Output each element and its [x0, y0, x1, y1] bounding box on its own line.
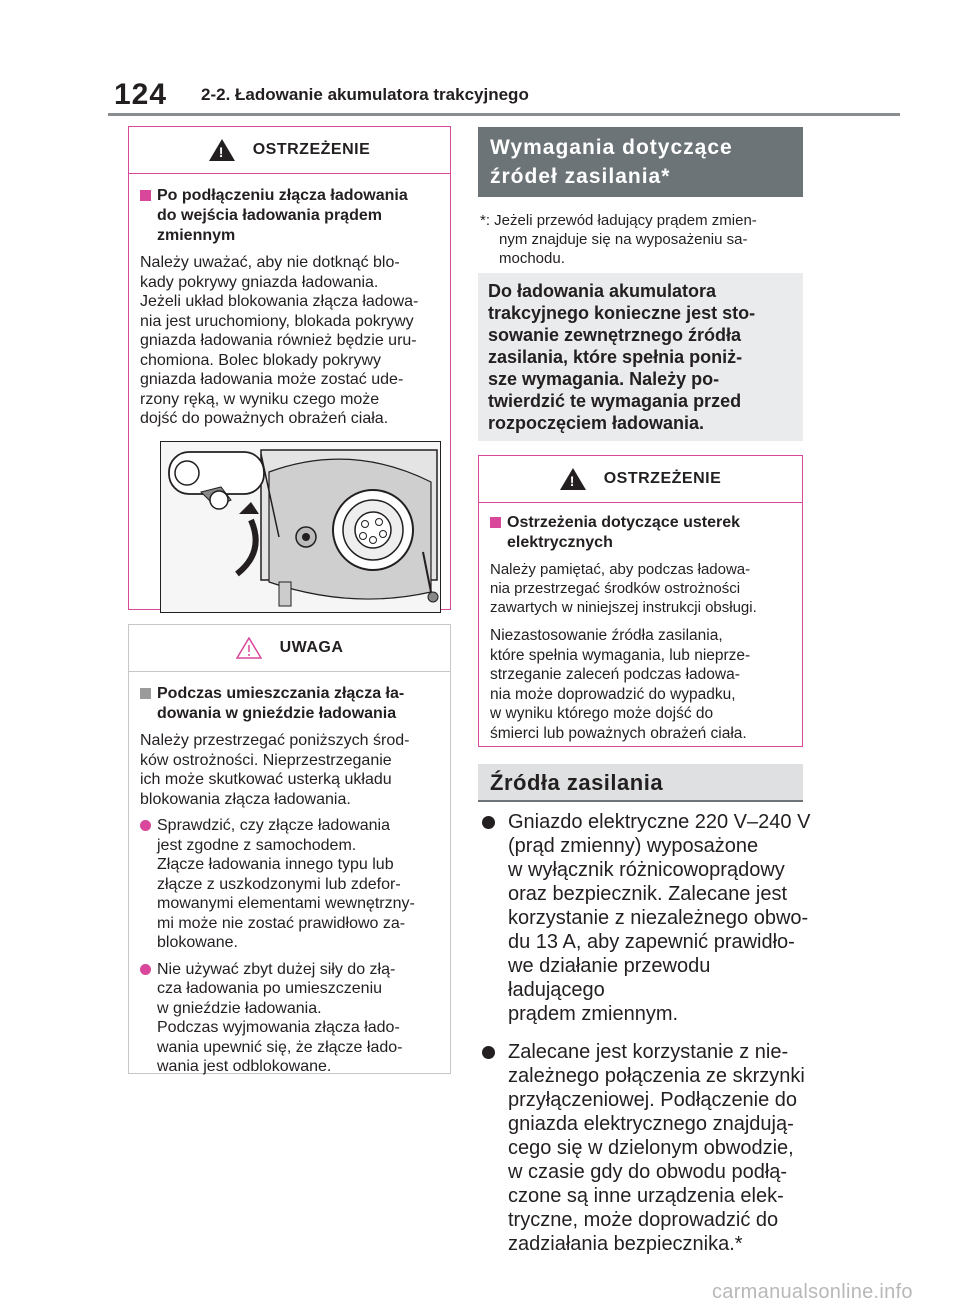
watermark: carmanualsonline.info — [712, 1281, 913, 1303]
warning-title: OSTRZEŻENIE — [603, 470, 722, 487]
warning-box-electrical — [478, 455, 803, 747]
page-number: 124 — [114, 78, 168, 111]
requirements-heading: Wymagania dotyczące źródeł zasilania* — [478, 127, 803, 197]
round-bullet-icon — [140, 964, 151, 975]
caution-bullet: Sprawdzić, czy złącze ładowania jest zgodne z samochodem. Złącze ładowania innego typu lub złącze z uszkodzonymi lub zdefor- mowanymi elementami wewnętrzny- mi może nie zostać prawidłowo za- blokowane. — [140, 816, 436, 953]
warning-triangle-icon — [560, 468, 586, 490]
round-bullet-icon — [482, 1046, 495, 1059]
square-bullet-icon — [140, 190, 151, 201]
round-bullet-icon — [140, 820, 151, 831]
list-item: Gniazdo elektryczne 220 V–240 V (prąd zmienny) wyposażone w wyłącznik różnicowoprądowy oraz bezpiecznik. Zalecane jest korzystanie z niezależnego obwo- du 13 A, aby zapewnić prawidło- we działanie przewodu ładującego prądem zmiennym. — [482, 810, 812, 1026]
header-rule — [108, 113, 900, 116]
requirements-footnote: *: Jeżeli przewód ładujący prądem zmien- nym znajduje się na wyposażeniu sa- mochodu. — [480, 212, 757, 267]
caution-triangle-icon — [236, 637, 262, 659]
warning-header — [479, 456, 802, 503]
warning-text: Niezastosowanie źródła zasilania, które spełnia wymagania, lub nieprze- strzeganie zaleceń podczas ładowa- nia może doprowadzić do wypadku, w wyniku którego może dojść do śmierci lub poważnych obrażeń ciała. — [490, 627, 751, 742]
square-bullet-icon — [140, 688, 151, 699]
caution-intro: Należy przestrzegać poniższych środ- ków ostrożności. Nieprzestrzeganie ich może skutkować usterką układu blokowania złącza ładowania. — [140, 732, 410, 808]
page-header — [0, 0, 960, 118]
charging-port-drawing — [161, 442, 441, 613]
charging-port-illustration — [160, 441, 441, 613]
requirements-note: Do ładowania akumulatora trakcyjnego konieczne jest sto- sowanie zewnętrznego źródła zasilania, które spełnia poniż- sze wymagania. Należy po- twierdzić te wymagania przed rozpoczęciem ładowania. — [478, 273, 803, 441]
caution-subheading: Podczas umieszczania złącza ła- dowania w gnieździe ładowania — [140, 684, 436, 724]
caution-bullet: Nie używać zbyt dużej siły do złą- cza ładowania po umieszczeniu w gnieździe ładowania. Podczas wyjmowania złącza łado- wania upewnić się, że złącze łado- wania jest odblokowane. — [140, 960, 436, 1077]
warning-text: Należy pamiętać, aby podczas ładowa- nia przestrzegać środków ostrożności zawartych w niniejszej instrukcji obsługi. — [490, 561, 757, 616]
warning-text: Należy uważać, aby nie dotknąć blo- kady pokrywy gniazda ładowania. Jeżeli układ blokowania złącza ładowa- nia jest uruchomiony, blokada pokrywy gniazda ładowania również będzie uru- chomiona. Bolec blokady pokrywy gniazda ładowania może zostać ude- rzony ręką, w wyniku czego może dojść do poważnych obrażeń ciała. — [140, 254, 419, 427]
list-item: Zalecane jest korzystanie z nie- zależnego połączenia ze skrzynki przyłączeniowej. Podłączenie do gniazda elektrycznego znajdują- cego się w dzielonym obwodzie, w czasie gdy do obwodu podłą- czone są inne urządzenia elek- tryczne, może doprowadzić do zadziałania bezpiecznika.* — [482, 1040, 812, 1256]
caution-title: UWAGA — [279, 639, 344, 656]
warning-subheading: Ostrzeżenia dotyczące usterek elektrycznych — [490, 513, 788, 553]
warning-header — [129, 127, 450, 174]
round-bullet-icon — [482, 816, 495, 829]
square-bullet-icon — [490, 517, 501, 528]
caution-header — [129, 625, 450, 672]
warning-triangle-icon — [209, 139, 235, 161]
caution-box — [128, 624, 451, 1074]
power-sources-list — [482, 810, 812, 1270]
section-title: 2-2. Ładowanie akumulatora trakcyjnego — [201, 85, 529, 104]
warning-subheading: Po podłączeniu złącza ładowania do wejścia ładowania prądem zmiennym — [140, 186, 436, 246]
warning-title: OSTRZEŻENIE — [252, 141, 371, 158]
power-sources-heading: Źródła zasilania — [478, 764, 803, 802]
warning-box-connector — [128, 126, 451, 610]
